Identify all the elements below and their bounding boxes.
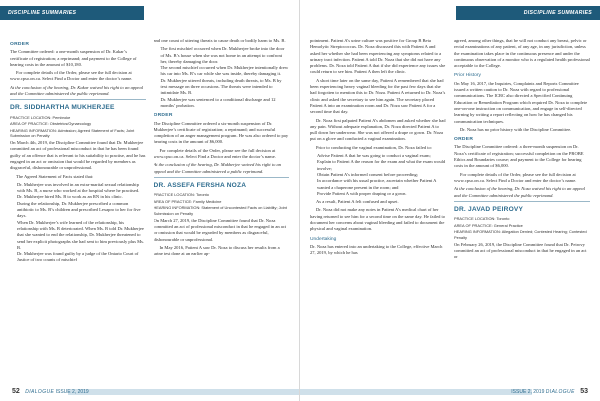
body-paragraph: On May 16, 2017, the Inquiries, Complaints and Reports Committee issued a written caution to Dr. Noza with regard to professional communications. The ICRC also directed a Specified Continuing Education or Remediation Program which required Dr. Noza to complete one-on-one instruction on communication, and engage in self-directed learning by writing a report reflecting on how he has changed his communication techniques.	[454, 80, 588, 124]
practice-location: PRACTICE LOCATION: Pembroke	[10, 114, 71, 120]
failures-list	[310, 153, 446, 197]
list-item: • The first mischief occurred when Dr. Mukherjee broke into the door of Ms. B’s house when she was not home in an attempt to confront her, thereby damaging the door.	[161, 46, 290, 65]
finding-paragraph: On March 4th, 2019, the Discipline Committee found that Dr. Mukherjee committed an act of professional misconduct in that he has been found guilty of an offence that is relevant to his suitability to practise, and he has engaged in an act or omission that would be regarded by members as disgraceful, dishonourable or unprofessional.	[10, 140, 146, 171]
list-item: • Explain to Patient A the reason for the exam and what the exam would involve;	[317, 159, 446, 172]
issue-label: ISSUE 2, 2019	[511, 389, 545, 395]
list-item: • Dr. Mukherjee was found guilty by a judge of the Ontario Court of Justice of two counts of mischief	[17, 251, 146, 264]
body-paragraph: Prior to conducting the vaginal examination, Dr. Noza failed to:	[316, 144, 433, 150]
order-details: For complete details of the Order, please see the full decision at www.cpso.on.ca. Select Find a Doctor and enter the doctor’s name.	[10, 70, 133, 82]
list-item: • During the relationship, Dr. Mukherjee prescribed a common antibiotic to Ms. B’s children and prescribed Lexapro to her for five days.	[17, 201, 146, 220]
section-banner-right: DISCIPLINE SUMMARIES	[456, 6, 600, 20]
finding-paragraph: On February 26, 2019, the Discipline Committee found that Dr. Peirovy committed an act of professional misconduct in that he engaged in an act or	[454, 241, 587, 260]
list-item: • In accordance with his usual practice, ascertain whether Patient A wanted a chaperone present in the room; and	[317, 178, 446, 191]
order-heading: ORDER	[153, 113, 173, 119]
publication-title: DIALOGUE	[25, 389, 55, 395]
finding-paragraph: On March 27, 2019, the Discipline Committee found that Dr. Noza committed an act of professional misconduct in that he engaged in an act or omission that would be regarded by members as disgraceful, dishonourable or unprofessional.	[153, 217, 287, 242]
page-number: 52	[12, 388, 20, 395]
page-53-column-1	[310, 38, 446, 379]
hearing-conclusion-note: At the conclusion of the hearing, Dr. Noza waived his right to an appeal and the Committee administered the public reprimand.	[454, 186, 585, 198]
section-divider	[10, 99, 146, 100]
area-of-practice: AREA OF PRACTICE: Family Medicine	[153, 198, 222, 204]
publication-title: DIALOGUE	[545, 389, 575, 395]
body-paragraph: Dr. Noza first palpated Patient A’s abdomen and asked whether she had any pain. Without adequate explanation, Dr. Noza directed Patient A to pull down her underwear. She was not offered a drape or gown. Dr. Noza put on a glove and conducted a vaginal examination.	[310, 117, 446, 142]
order-text: The Discipline Committee ordered: a three-month suspension on Dr. Noza’s certificate of registration; successful completion on the PROBE Ethics and Boundaries course; and payment to the College for hearing costs in the amount of $6,000.	[454, 144, 584, 169]
hearing-information: HEARING INFORMATION: Statement of Uncontested Facts on Liability; Joint Submission on Penalty	[153, 205, 287, 217]
body-paragraph: In May 2016, Patient A saw Dr. Noza to discuss her results from a urine test done at an earlier ap-	[153, 244, 280, 257]
body-paragraph: Dr. Noza has entered into an undertaking to the College, effective March 27, 2019, by which he has	[310, 243, 443, 256]
section-divider	[454, 201, 590, 202]
continued-text: and one count of uttering threats to cause death or bodily harm to Ms. B.	[153, 38, 286, 43]
practice-location: PRACTICE LOCATION: Toronto	[153, 192, 209, 198]
list-item: • Advise Patient A that he was going to conduct a vaginal exam;	[317, 153, 446, 159]
footer-right	[511, 387, 592, 397]
page-53-columns	[310, 38, 590, 379]
footer-bar-right	[300, 389, 532, 395]
body-paragraph: agreed, among other things, that he will not conduct any breast, pelvic or rectal examinations of any patient, of any age, in any jurisdiction, unless the examination takes place in the continuous presence and under the continuous observation of a monitor who is a regulated health professional acceptable to the College.	[454, 38, 590, 69]
body-paragraph: Dr. Noza did not make any notes in Patient A’s medical chart of her having returned to see him for a second time on the same day. He failed to document her concerns about vaginal bleeding and failed to document the physical and vaginal examination.	[310, 207, 446, 232]
facts-list	[154, 46, 290, 109]
facts-intro: The Agreed Statement of Facts stated that:	[16, 173, 94, 179]
section-divider	[154, 177, 290, 178]
page-52-column-1	[10, 38, 146, 379]
prior-history-heading: Prior History	[454, 73, 481, 79]
body-paragraph: A short time later on the same day, Patient A remembered that she had been experiencing heavy vaginal bleeding for the past few days that she had forgotten to mention this to Dr. Noza. Patient A returned to Dr. Noza’s clinic and asked the secretary to see him again. The secretary placed Patient A into an examination room and Dr. Noza saw Patient A for a second time that day.	[310, 77, 446, 115]
page-53	[300, 0, 600, 401]
page-52-columns	[10, 38, 289, 379]
area-of-practice: AREA OF PRACTICE: General Practice	[454, 222, 523, 228]
doctor-name-heading: DR. SIDDHARTHA MUKHERJEE	[10, 104, 115, 112]
body-paragraph: As a result, Patient A felt confused and upset.	[316, 199, 399, 205]
page-number: 53	[580, 388, 588, 395]
section-banner-left: DISCIPLINE SUMMARIES	[0, 6, 144, 20]
page-53-column-2	[454, 38, 590, 379]
facts-list	[10, 182, 146, 264]
footer-left	[8, 387, 89, 397]
list-item: • Obtain Patient A’s informed consent before proceeding;	[317, 172, 446, 178]
list-item: • Dr. Mukherjee was involved in an extra-marital sexual relationship with Ms. B, a nurse who worked at the hospital where he practised. Dr. Mukherjee hired Ms. B to work as an RN in his clinic.	[17, 182, 146, 201]
hearing-information: HEARING INFORMATION: Admission; Agreed Statement of Facts; Joint Submission on Penalty	[10, 127, 135, 139]
order-details: For complete details of the Order, please see the full decision at www.cpso.on.ca. Select Find a Doctor and enter the doctor’s name.	[153, 147, 276, 160]
doctor-name-heading: DR. ASSEFA FERSHA NOZA	[153, 181, 247, 189]
order-heading: ORDER	[454, 137, 474, 143]
order-details: For complete details of the Order, please see the full decision at www.cpso.on.ca. Select Find a Doctor and enter the doctor’s name.	[454, 171, 577, 183]
issue-label: ISSUE 2, 2019	[55, 389, 89, 395]
area-of-practice: AREA OF PRACTICE: Obstetrics/Gynaecology	[10, 121, 92, 127]
list-item: • Provide Patient A with proper draping or a gown.	[317, 191, 446, 197]
order-text: The Discipline Committee ordered a six-month suspension of Dr. Mukherjee’s certificate of registration; a reprimand; and successful completion of an anger management program. He was also ordered to pay hearing costs in the amount of $6,000.	[153, 120, 289, 145]
list-item: • The second mischief occurred when Dr. Mukherjee intentionally drew his car into Ms. B’s car while she was inside, thereby damaging it.	[161, 65, 290, 78]
list-item: • Dr. Mukherjee uttered threats, including death threats, to Ms. B by text message on three occasions. The threats were intended to intimidate Ms. B.	[161, 78, 290, 97]
practice-location: PRACTICE LOCATION: Toronto	[454, 216, 510, 222]
list-item: • Dr. Mukherjee was sentenced to a conditional discharge and 12 months’ probation.	[161, 97, 290, 110]
body-paragraph: Dr. Noza has no prior history with the Discipline Committee.	[460, 126, 572, 132]
hearing-conclusion-note: At the conclusion of the hearing, Dr. Mukherjee waived his right to an appeal and the Committee administered a public reprimand.	[153, 162, 282, 174]
undertaking-heading: Undertaking	[310, 236, 337, 242]
hearing-information: HEARING INFORMATION: Allegation Denied; Contested Hearing; Contested Penalty	[454, 229, 587, 240]
doctor-name-heading: DR. JAVAD PEIROVY	[454, 205, 524, 213]
hearing-conclusion-note: At the conclusion of the hearing, Dr. Kakar waived his right to an appeal and the Committee administered the public reprimand.	[10, 84, 143, 97]
order-text: The Committee ordered: a one-month suspension of Dr. Kakar’s certificate of registration; a reprimand; and payment to the College of hearing costs in the amount of $10,180.	[10, 49, 137, 67]
footer-bar-left	[68, 389, 299, 395]
page-52-column-2	[154, 38, 290, 379]
list-item: • When Dr. Mukherjee’s wife learned of the relationship, his relationship with Ms. B deteriorated. When Ms. B told Dr. Mukherjee that she wanted to end the relationship, Dr. Mukherjee threatened to send her explicit photographs she had sent to him previously plus Ms. B.	[17, 220, 146, 251]
order-heading: ORDER	[10, 42, 30, 47]
body-paragraph: pointment. Patient A’s urine culture was positive for Group B Beta Hemolytic Streptococcus. Dr. Noza discussed this with Patient A and asked her whether she had been experiencing any symptoms related to a urinary tract infection. Patient A told Dr. Noza that she did not have any problems. Dr. Noza told Patient A that if she did experience any issues she could return to see him. Patient A then left the clinic.	[310, 38, 446, 75]
